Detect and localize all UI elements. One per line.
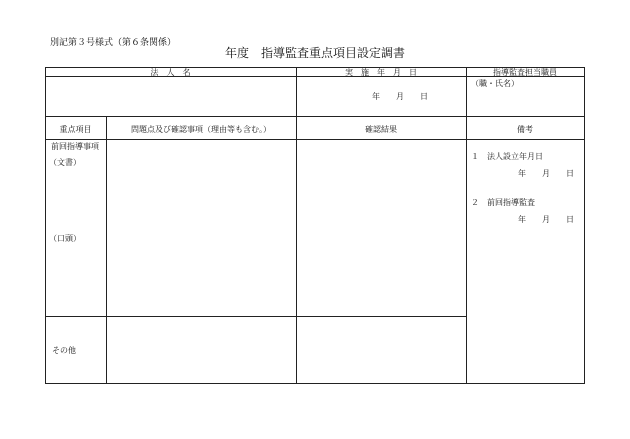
other-row-top-border bbox=[45, 316, 466, 317]
remarks-header: 備考 bbox=[517, 125, 533, 134]
remarks-item-1: １ 法人設立年月日 bbox=[471, 152, 543, 161]
form-label: 別記第３号様式（第６条関係） bbox=[50, 38, 177, 48]
remarks-column-divider bbox=[466, 67, 467, 383]
focus-items-header: 重点項目 bbox=[59, 125, 92, 134]
remarks-item-1-date: 年 月 日 bbox=[518, 169, 574, 178]
inspector-header: 指導監査担当職員 bbox=[493, 68, 557, 77]
table-bottom-border bbox=[45, 383, 585, 384]
remarks-item-2: ２ 前回指導監査 bbox=[471, 198, 535, 207]
previous-guidance-label: 前回指導事項 bbox=[51, 142, 99, 151]
inspector-subtitle: （職・氏名） bbox=[471, 79, 519, 88]
written-label: （文書） bbox=[49, 158, 81, 167]
table-left-border bbox=[45, 67, 46, 383]
document-title: 年度 指導監査重点項目設定調書 bbox=[224, 46, 405, 60]
result-column-divider bbox=[296, 67, 297, 383]
issues-header: 問題点及び確認事項（理由等も含む。） bbox=[131, 125, 271, 134]
column-header-bottom-border bbox=[45, 139, 585, 140]
execution-date-header: 実 施 年 月 日 bbox=[345, 68, 417, 77]
oral-label: （口頭） bbox=[49, 234, 81, 243]
corporation-name-header: 法 人 名 bbox=[150, 68, 191, 77]
remarks-item-2-date: 年 月 日 bbox=[518, 215, 574, 224]
column-header-top-border bbox=[45, 116, 585, 117]
result-header: 確認結果 bbox=[365, 125, 397, 134]
focus-item-column-divider bbox=[106, 116, 107, 383]
execution-date-value: 年 月 日 bbox=[372, 92, 428, 101]
other-label: その他 bbox=[52, 346, 76, 355]
table-right-border bbox=[584, 67, 585, 383]
